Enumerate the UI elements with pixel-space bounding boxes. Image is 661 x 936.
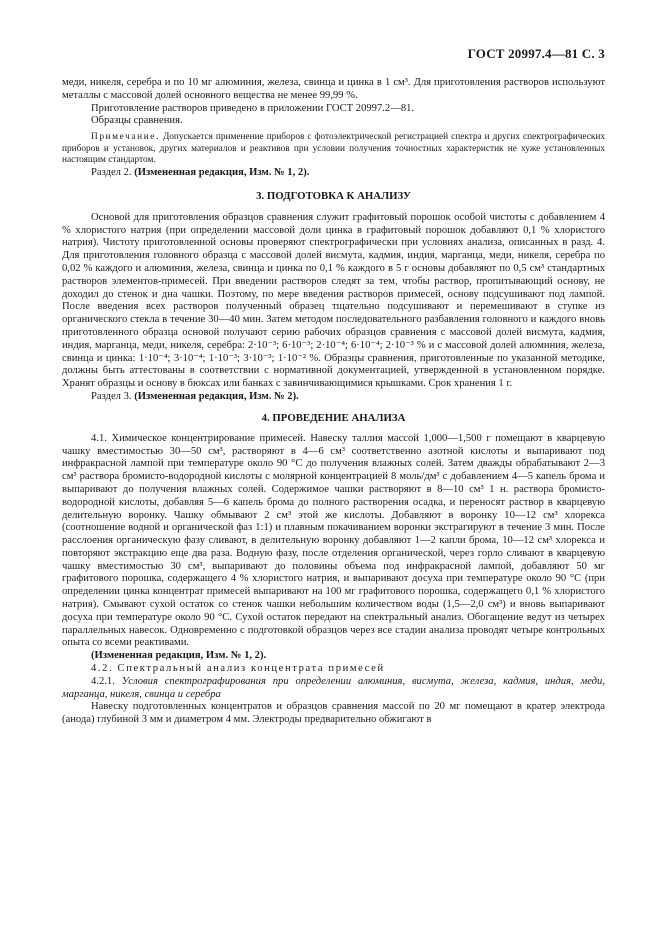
- edit-note-4-1: (Измененная редакция, Изм. № 1, 2).: [91, 650, 267, 662]
- section3-edit-note: [62, 391, 605, 404]
- paragraph-4-2-1: [62, 676, 605, 702]
- paragraph-solutions-reference: Приготовление растворов приведено в приложении ГОСТ 20997.2—81.: [91, 102, 415, 114]
- paragraph-4-2: 4.2. Спектральный анализ концентрата примесей: [91, 663, 385, 675]
- section3-edit: (Измененная редакция, Изм. № 2).: [134, 390, 299, 402]
- paragraph-4-1: 4.1. Химическое концентрирование примесей. Навеску таллия массой 1,000—1,500 г помещают в кварцевую чашку вместимостью 30—50 см³, растворяют в 4—6 см³ соответственно азотной кислоты и выпаривают под инфракрасной лампой при температуре около 90 °С до получения влажных солей. Затем дважды обрабатывают 2—3 см³ раствора бромисто-водородной кислоты с молярной концентрацией 8 моль/дм³ с добавлением 4—5 капель брома и выпаривают до получения влажных солей. Содержимое чашки растворяют в 8—10 см³ 1 н. раствора бромисто-водородной кислоты, добавляя 5—6 капель брома до полного растворения осадка, и переносят раствор в кварцевую делительную воронку. Чашку обмывают 2 см³ этой же кислоты. Добавляют в воронку 10—12 см³ хлорекса (соотношение водной и органической фаз 1:1) и плавным покачиванием воронки экстрагируют в течение 3 мин. После расслоения органическую фазу сливают, в делительную воронку добавляют 1—2 капли брома, 10—12 см³ хлорекса и повторяют экстракцию еще два раза. Водную фазу, после отделения органической, через горло сливают в кварцевую чашку вместимостью 30 см³, выпаривают до половины объема под инфракрасной лампой, добавляют 50 мг графитового порошка, содержащего 4 % хлористого натрия, и выпаривают досуха при температуре около 90 °С (при определении цинка концентрат примесей выпаривают на 100 мг графитового порошка, содержащего 0,1 % хлористого натрия). Смывают сухой остаток со стенок чашки небольшим количеством воды (1,5—2,0 см³) и вновь выпаривают досуха при температуре около 90 °С. Сухой остаток передают на спектральный анализ. Обогащение ведут из четырех параллельных навесок. Одновременно с подготовкой образцов через все стадии анализа проводят четыре контрольных опыта со всеми реактивами.: [62, 432, 605, 649]
- paragraph-preparation: Основой для приготовления образцов сравнения служит графитовый порошок особой чистоты с добавлением 4 % хлористого натрия (при определении массовой доли цинка в графитовый порошок добавляют 0,1 % хлористого натрия). Чистоту приготовленной основы проверяют спектрографически при условиях анализа, описанных в разд. 4. Для приготовления головного образца с массовой долей висмута, кадмия, индия, марганца, меди, никеля, серебра по 0,02 % каждого и алюминия, железа, свинца и цинка по 0,1 % каждого в 5 г основы добавляют по 0,5 см³ стандартных растворов элементов-примесей. При введении растворов следят за тем, чтобы раствор, пропитывающий основу, не доходил до стенок и дна чашки. Поэтому, по мере введения растворов примесей, основу подсушивают под лампой. После введения всех растворов полученный образец тщательно подсушивают и перемешивают в ступке из органического стекла в течение 30—40 мин. Затем методом последовательного разбавления головного и каждого вновь приготовленного образца основой получают серию рабочих образцов сравнения с массовой долей висмута, кадмия, индия, марганца, меди, никеля, серебра: 2·10⁻³; 6·10⁻³; 2·10⁻⁴; 6·10⁻⁴; 2·10⁻³ % и с массовой долей алюминия, железа, свинца и цинка: 1·10⁻⁴; 3·10⁻⁴; 1·10⁻³; 3·10⁻³; 1·10⁻² %. Образцы сравнения, приготовленные по указанной методике, должны быть аттестованы в соответствии с нормативной документацией, утвержденной в установленном порядке. Хранят образцы и основу в бюксах или банках с завинчивающимися крышками. Срок хранения 1 г.: [62, 211, 605, 390]
- paragraph-standard-solutions: меди, никеля, серебра и по 10 мг алюминия, железа, свинца и цинка в 1 см³. Для приготовления растворов используют металлы с массовой долей основного вещества не менее 99,99 %.: [62, 77, 605, 101]
- note-label: Примечание.: [91, 132, 160, 143]
- page-header: ГОСТ 20997.4—81 С. 3: [467, 46, 605, 61]
- note-text: Допускается применение приборов с фотоэлектрической регистрацией спектра и других спектрографических приборов и установок, других материалов и реактивов при условии получения точностных характеристик не хуже установленных настоящим стандартом.: [62, 132, 605, 166]
- paragraph-sample-loading: Навеску подготовленных концентратов и образцов сравнения массой по 20 мг помещают в кратер электрода (анода) глубиной 3 мм и диаметром 4 мм. Электроды предварительно обжигают в: [62, 701, 605, 726]
- section3-title: 3. ПОДГОТОВКА К АНАЛИЗУ: [256, 189, 411, 202]
- section2-edit-note: [62, 167, 605, 180]
- section2-edit: (Измененная редакция, Изм. № 1, 2).: [134, 166, 310, 178]
- clause-number-4-2-1: 4.2.1.: [91, 675, 115, 687]
- section2-prefix: Раздел 2.: [91, 166, 132, 178]
- clause-title-4-2-1: Условия спектрографирования при определении алюминия, висмута, железа, кадмия, индия, меди, марганца, никеля, свинца и серебра: [62, 675, 605, 700]
- page-content: [62, 77, 605, 727]
- paragraph-reference-samples: Образцы сравнения.: [91, 115, 183, 127]
- section4-title: 4. ПРОВЕДЕНИЕ АНАЛИЗА: [261, 411, 406, 424]
- note-paragraph: [62, 132, 605, 167]
- section3-prefix: Раздел 3.: [91, 390, 132, 402]
